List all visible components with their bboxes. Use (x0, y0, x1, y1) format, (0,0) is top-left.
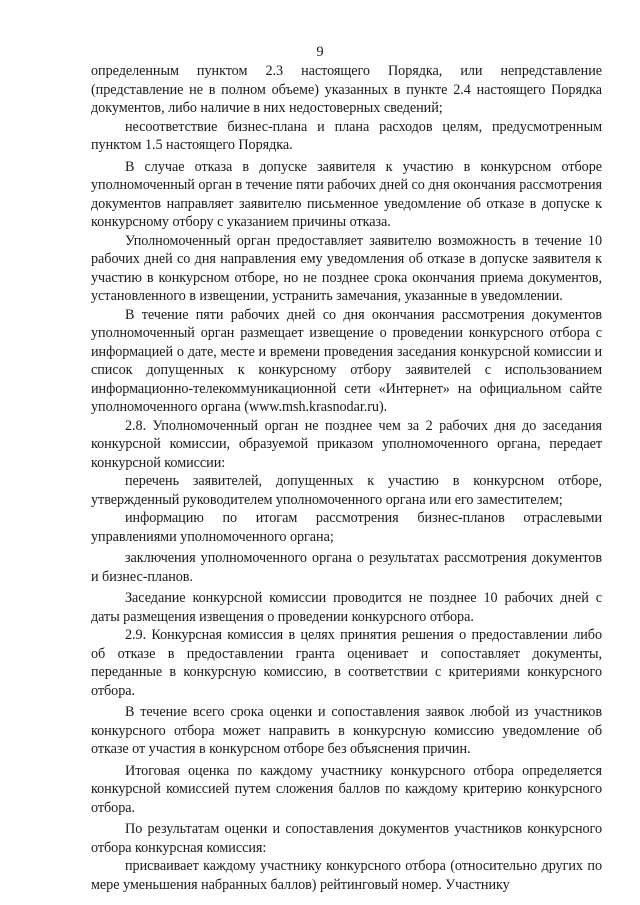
paragraph-section-2-9: 2.9. Конкурсная комиссия в целях принятия решения о предоставлении либо об отказе в предоставлении гранта оценивает и сопоставляет документы, переданные в конкурсную комиссию, в соответствии с критериями конкурсного отбора. (91, 627, 602, 699)
paragraph-section-2-8: 2.8. Уполномоченный орган не позднее чем за 2 рабочих дня до заседания конкурсной комиссии, образуемой приказом уполномоченного органа, передает конкурсной комиссии: (91, 417, 602, 471)
paragraph-refusal-notice: В случае отказа в допуске заявителя к участию в конкурсном отборе уполномоченный орган в течение пяти рабочих дней со дня окончания рассмотрения документов направляет заявителю письменное уведомление об отказе в допуске к конкурсному отбору с указанием причины отказа. (91, 158, 602, 230)
paragraph-conclusions: заключения уполномоченного органа о результатах рассмотрения документов и бизнес-планов. (91, 550, 602, 585)
paragraph-remedy-period: Уполномоченный орган предоставляет заявителю возможность в течение 10 рабочих дней со дня направления ему уведомления об отказе в допуске заявителя к участию в конкурсном отборе, но не позднее срока окончания приема документов, установленного в извещении, устранить замечания, указанные в уведомлении. (91, 232, 602, 304)
paragraph-publication-notice: В течение пяти рабочих дней со дня окончания рассмотрения документов уполномоченный орган размещает извещение о проведении конкурсного отбора с информацией о дате, месте и времени проведения заседания конкурсной комиссии и список допущенных к конкурсному отбору заявителей с использованием информационно-телекоммуникационной сети «Интернет» на официальном сайте уполномоченного органа (www.msh.krasnodar.ru). (91, 306, 602, 415)
paragraph-withdrawal: В течение всего срока оценки и сопоставления заявок любой из участников конкурсного отбора может направить в конкурсную комиссию уведомление об отказе от участия в конкурсном отборе без объяснения причин. (91, 704, 602, 757)
paragraph-rating-assignment: присваивает каждому участнику конкурсного отбора (относительно других по мере уменьшения набранных баллов) рейтинговый номер. Участнику (91, 858, 602, 893)
paragraph-continuation: определенным пунктом 2.3 настоящего Порядка, или непредставление (представление не в полном объеме) указанных в пункте 2.4 настоящего Порядка документов, либо наличие в них недостоверных сведений; (91, 63, 602, 116)
paragraph-meeting-timing: Заседание конкурсной комиссии проводится не позднее 10 рабочих дней с даты размещения извещения о проведении конкурсного отбора. (91, 590, 602, 625)
page-number: 9 (316, 44, 324, 60)
paragraph-final-score: Итоговая оценка по каждому участнику конкурсного отбора определяется конкурсной комиссией путем сложения баллов по каждому критерию конкурсного отбора. (91, 762, 602, 816)
paragraph-list-of-applicants: перечень заявителей, допущенных к участию в конкурсном отборе, утвержденный руководителем уполномоченного органа или его заместителем; (91, 473, 602, 508)
document-body (91, 62, 602, 894)
paragraph-business-plan-mismatch: несоответствие бизнес-плана и плана расходов целям, предусмотренным пунктом 1.5 настоящего Порядка. (91, 118, 602, 153)
paragraph-results: По результатам оценки и сопоставления документов участников конкурсного отбора конкурсная комиссия: (91, 821, 602, 856)
paragraph-business-plan-review: информацию по итогам рассмотрения бизнес-планов отраслевыми управлениями уполномоченного органа; (91, 510, 602, 545)
